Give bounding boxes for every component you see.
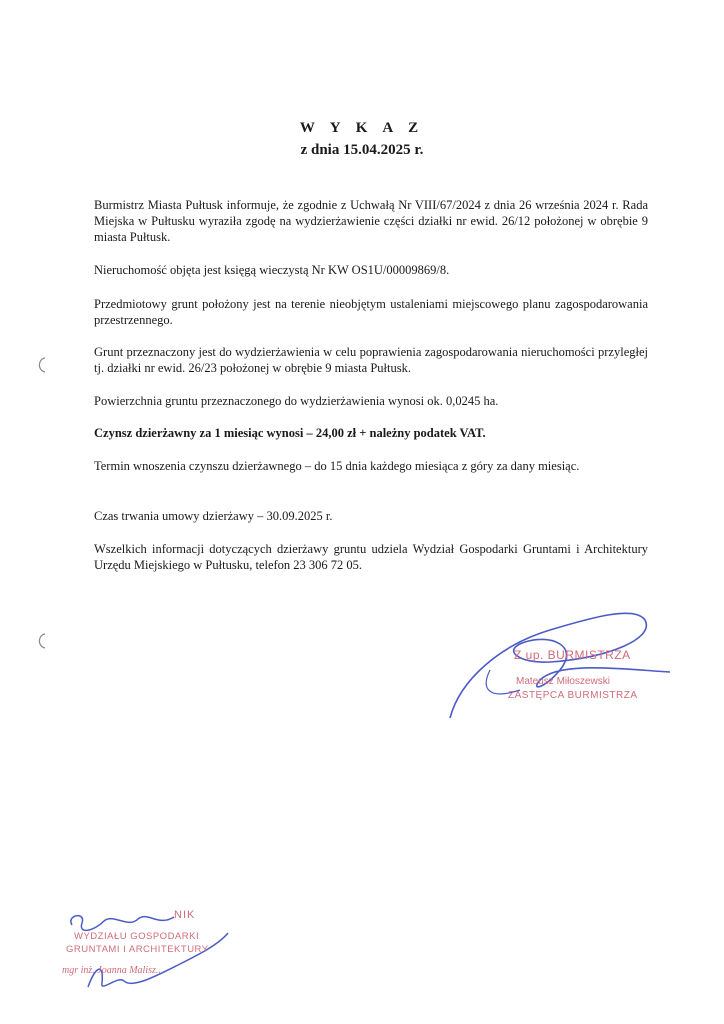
mayor-stamp [430,590,690,730]
document-title: W Y K A Z [299,120,425,136]
paragraph-duration: Czas trwania umowy dzierżawy – 30.09.2025 r. [94,509,333,523]
paragraph-payment-term: Termin wnoszenia czynszu dzierżawnego – do 15 dnia każdego miesiąca z góry za dany miesiąc. [94,459,580,473]
mayor-stamp-title: ZASTĘPCA BURMISTRZA [508,690,638,701]
paragraph-rent: Czynsz dzierżawny za 1 miesiąc wynosi – 24,00 zł + należny podatek VAT. [94,426,486,440]
paragraph-zoning: Przedmiotowy grunt położony jest na terenie nieobjętym ustaleniami miejscowego planu zagospodarowania przestrzennego. [94,297,648,327]
department-stamp-line1: NIK [174,909,196,921]
paragraph-contact: Wszelkich informacji dotyczących dzierżawy gruntu udziela Wydział Gospodarki Gruntami i Architektury Urzędu Miejskiego w Pułtusku, telefon 23 306 72 05. [94,542,648,572]
department-stamp-line2: WYDZIAŁU GOSPODARKI [74,931,200,942]
paragraph-purpose: Grunt przeznaczony jest do wydzierżawienia w celu poprawienia zagospodarowania nieruchomości przyległej tj. działki nr ewid. 26/23 położonej w obrębie 9 miasta Pułtusk. [94,345,648,375]
paragraph-intro: Burmistrz Miasta Pułtusk informuje, że zgodnie z Uchwałą Nr VIII/67/2024 z dnia 26 września 2024 r. Rada Miejska w Pułtusku wyraziła zgodę na wydzierżawienie części działki nr ewid. 26/12 położonej w obrębie 9 miasta Pułtusk. [94,198,648,244]
punch-hole-icon [34,356,48,374]
mayor-stamp-line1: Z up. BURMISTRZA [514,648,631,662]
paragraph-land-register: Nieruchomość objęta jest księgą wieczystą Nr KW OS1U/00009869/8. [94,263,450,277]
department-stamp-line4: mgr inż. Joanna Malisz... [62,965,164,976]
department-stamp [58,905,258,1000]
document-date: z dnia 15.04.2025 r. [300,142,424,158]
punch-hole-icon [34,632,48,650]
mayor-stamp-name: Mateusz Miłoszewski [516,676,610,687]
paragraph-area: Powierzchnia gruntu przeznaczonego do wydzierżawienia wynosi ok. 0,0245 ha. [94,394,499,408]
department-stamp-line3: GRUNTAMI I ARCHITEKTURY [66,944,209,955]
